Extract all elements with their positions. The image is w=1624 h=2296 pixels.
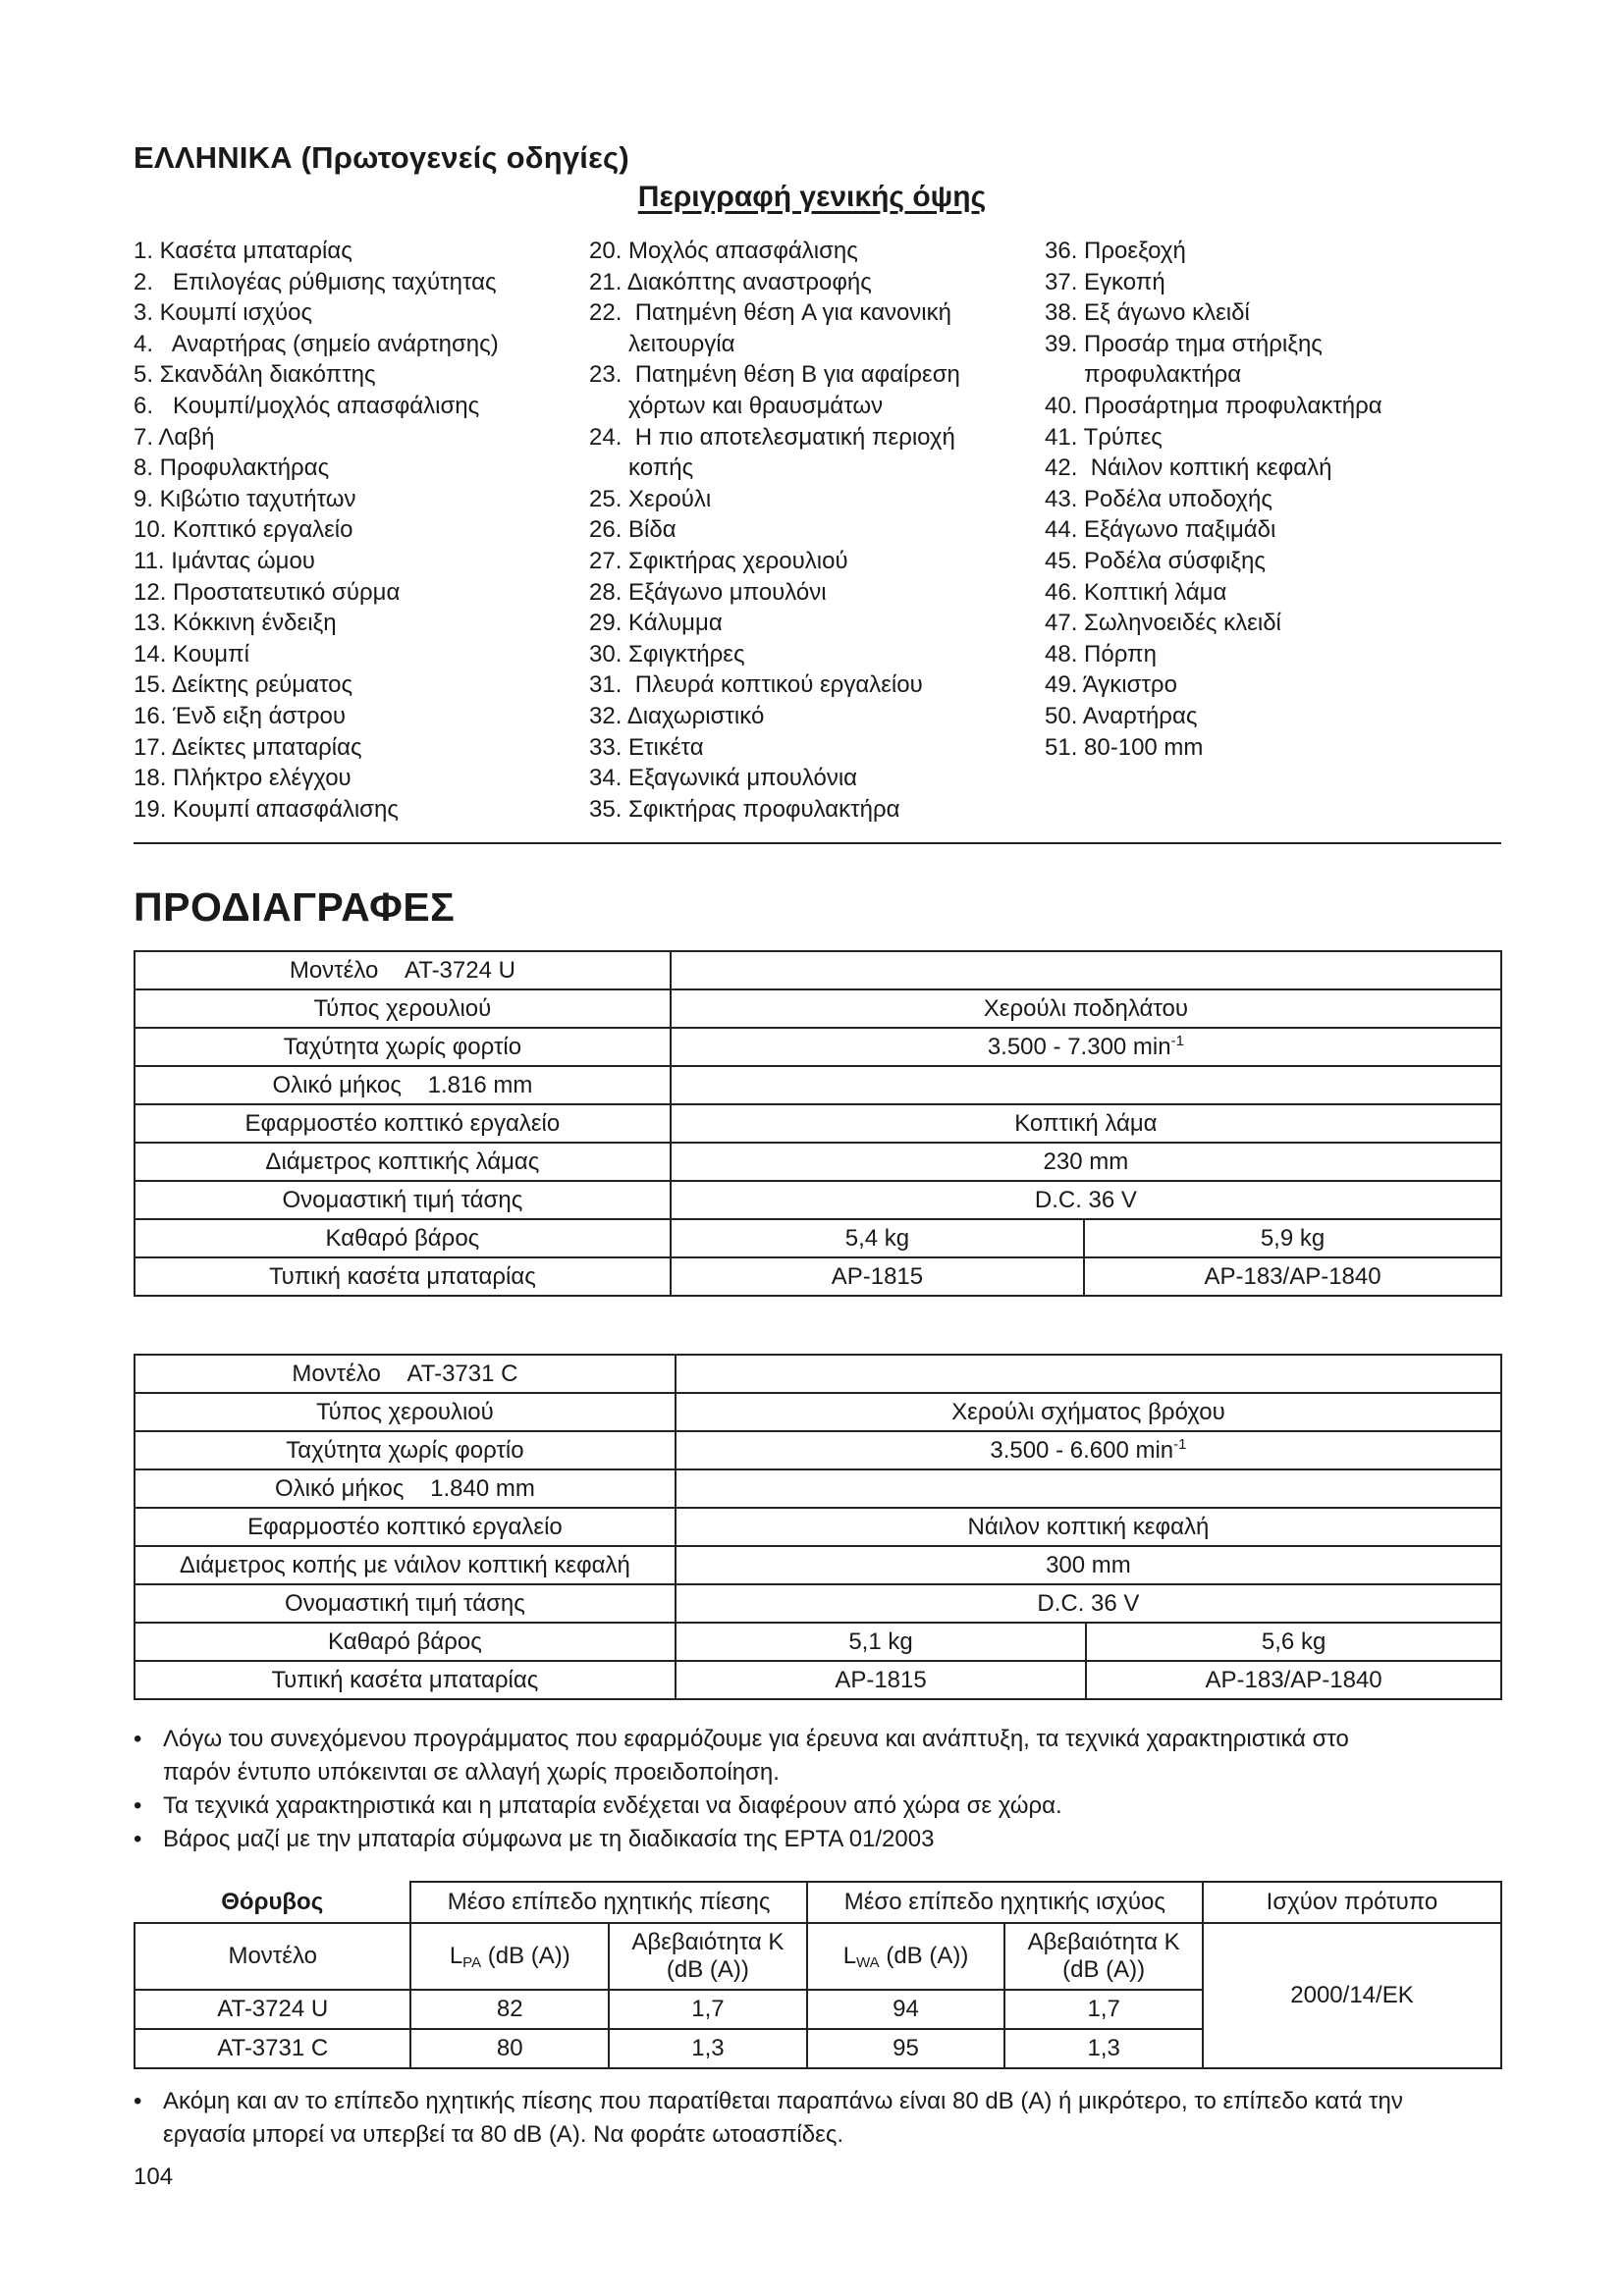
weight-label: Καθαρό βάρος <box>135 1623 676 1661</box>
lwa-header <box>807 1923 1005 1990</box>
empty-cell <box>676 1469 1501 1508</box>
overview-item: 41. Τρύπες <box>1045 423 1163 451</box>
overview-item: 51. 80-100 mm <box>1045 733 1204 761</box>
overview-item: 44. Εξάγωνο παξιμάδι <box>1045 516 1276 544</box>
overview-item: 49. Άγκιστρο <box>1045 671 1177 699</box>
note-line: Τα τεχνικά χαρακτηριστικά και η μπαταρία ενδέχεται να διαφέρουν από χώρα σε χώρα. <box>163 1792 1062 1819</box>
overview-item: 28. Εξάγωνο μπουλόνι <box>589 578 827 606</box>
overview-item: 39. Προσάρ τημα στήριξης <box>1045 330 1323 357</box>
overview-item: 18. Πλήκτρο ελέγχου <box>134 765 352 792</box>
note-line: Ακόμη και αν το επίπεδο ηχητικής πίεσης που παρατίθεται παραπάνω είναι 80 dB (A) ή μικρότερο, το επίπεδο κατά την <box>163 2088 1403 2114</box>
overview-item: 19. Κουμπί απασφάλισης <box>134 795 399 823</box>
voltage-label: Ονομαστική τιμή τάσης <box>135 1584 676 1623</box>
weight-label: Καθαρό βάρος <box>135 1219 671 1257</box>
page-number: 104 <box>134 2163 174 2190</box>
lwa-unit: (dB (A)) <box>879 1942 969 1969</box>
diameter-label: Διάμετρος κοπτικής λάμας <box>135 1143 671 1181</box>
noise-note <box>134 2085 1508 2152</box>
overview-item: 34. Εξαγωνικά μπουλόνια <box>589 765 858 792</box>
overview-column-2 <box>589 236 1021 825</box>
overview-item: 16. Ένδ ειξη άστρου <box>134 702 346 729</box>
spec-note <box>134 1823 1508 1856</box>
lwa-symbol: L <box>842 1942 857 1969</box>
no-load-speed-cell <box>676 1431 1501 1469</box>
battery-b: AP-183/AP-1840 <box>1084 1257 1501 1296</box>
noise-k1: 1,3 <box>609 2029 807 2068</box>
overview-item: 23. Πατημένη θέση B για αφαίρεση <box>589 361 960 389</box>
uncertainty-line: Αβεβαιότητα K <box>631 1929 785 1955</box>
overview-item: 6. Κουμπί/μοχλός απασφάλισης <box>134 392 480 419</box>
spec-notes <box>134 1723 1508 1856</box>
uncertainty-header <box>609 1923 807 1990</box>
uncertainty-header <box>1004 1923 1203 1990</box>
note-line: Βάρος μαζί με την μπαταρία σύμφωνα με τη διαδικασία της EPTA 01/2003 <box>163 1826 935 1852</box>
battery-label: Τυπική κασέτα μπαταρίας <box>135 1257 671 1296</box>
model-cell: Μοντέλο AT-3724 U <box>135 951 671 989</box>
weight-a: 5,1 kg <box>676 1623 1086 1661</box>
lwa-sub: WA <box>856 1953 880 1971</box>
overview-item: προφυλακτήρα <box>1045 361 1242 389</box>
note-line: Λόγω του συνεχόμενου προγράμματος που εφαρμόζουμε για έρευνα και ανάπτυξη, τα τεχνικά χαρακτηριστικά στο <box>163 1726 1349 1752</box>
cutting-tool-label: Εφαρμοστέο κοπτικό εργαλείο <box>135 1508 676 1546</box>
voltage-value: D.C. 36 V <box>676 1584 1501 1623</box>
overview-item: 20. Μοχλός απασφάλισης <box>589 238 858 264</box>
note-line: εργασία μπορεί να υπερβεί τα 80 dB (A). Να φοράτε ωτοασπίδες. <box>163 2121 844 2148</box>
overview-item: 27. Σφικτήρας χερουλιού <box>589 547 848 574</box>
overview-item: 43. Ροδέλα υποδοχής <box>1045 485 1272 512</box>
spec-note <box>134 1723 1508 1789</box>
overview-column-3 <box>1045 236 1477 763</box>
uncertainty-line: Αβεβαιότητα K <box>1027 1929 1180 1955</box>
spec-heading: ΠΡΟΔΙΑΓΡΑΦΕΣ <box>134 884 456 930</box>
noise-lpa: 82 <box>410 1990 609 2029</box>
handle-type-value: Χερούλι σχήματος βρόχου <box>676 1393 1501 1431</box>
noise-lwa: 94 <box>807 1990 1005 2029</box>
no-load-speed-value: 3.500 - 6.600 min <box>990 1437 1174 1464</box>
overview-item: λειτουργία <box>589 330 735 357</box>
overview-heading: Περιγραφή γενικής όψης <box>637 181 987 213</box>
diameter-label: Διάμετρος κοπής με νάιλον κοπτική κεφαλή <box>135 1546 676 1584</box>
spec-table-at3731c <box>134 1354 1502 1700</box>
overall-length-cell: Ολικό μήκος 1.816 mm <box>135 1066 671 1104</box>
overview-item: 32. Διαχωριστικό <box>589 702 765 729</box>
overview-item: 5. Σκανδάλη διακόπτης <box>134 361 376 389</box>
voltage-label: Ονομαστική τιμή τάσης <box>135 1181 671 1219</box>
overview-item: 9. Κιβώτιο ταχυτήτων <box>134 485 356 512</box>
overview-item: 17. Δείκτες μπαταρίας <box>134 733 362 761</box>
overview-item: 2. Επιλογέας ρύθμισης ταχύτητας <box>134 268 497 295</box>
empty-cell <box>671 951 1501 989</box>
weight-a: 5,4 kg <box>671 1219 1084 1257</box>
overview-column-1 <box>134 236 566 825</box>
bullet: • <box>134 1826 142 1852</box>
no-load-speed-label: Ταχύτητα χωρίς φορτίο <box>135 1431 676 1469</box>
overview-item: 48. Πόρπη <box>1045 640 1157 667</box>
empty-cell <box>676 1355 1501 1393</box>
no-load-speed-cell <box>671 1028 1501 1066</box>
overview-item: 40. Προσάρτημα προφυλακτήρα <box>1045 392 1382 419</box>
overview-item: 13. Κόκκινη ένδειξη <box>134 610 337 637</box>
lpa-sub: PA <box>462 1953 482 1971</box>
language-heading: ΕΛΛΗΝΙΚΑ (Πρωτογενείς οδηγίες) <box>134 140 629 175</box>
overview-item: 45. Ροδέλα σύσφιξης <box>1045 547 1266 574</box>
spec-note <box>134 1789 1508 1823</box>
overview-item: 33. Ετικέτα <box>589 733 704 761</box>
note-line: παρόν έντυπο υπόκεινται σε αλλαγή χωρίς προειδοποίηση. <box>163 1759 780 1786</box>
handle-type-value: Χερούλι ποδηλάτου <box>671 989 1501 1028</box>
overview-item: 26. Βίδα <box>589 516 677 544</box>
model-cell: Μοντέλο AT-3731 C <box>135 1355 676 1393</box>
overview-item: 42. Νάιλον κοπτική κεφαλή <box>1045 454 1332 482</box>
handle-type-label: Τύπος χερουλιού <box>135 1393 676 1431</box>
overview-item: 7. Λαβή <box>134 423 215 451</box>
speed-exponent: -1 <box>1170 1033 1184 1049</box>
uncertainty-line: (dB (A)) <box>666 1956 749 1983</box>
cutting-tool-value: Κοπτική λάμα <box>671 1104 1501 1143</box>
overview-item: 30. Σφιγκτήρες <box>589 640 745 667</box>
noise-notes <box>134 2085 1508 2152</box>
lpa-symbol: L <box>449 1942 463 1969</box>
overview-item: 35. Σφικτήρας προφυλακτήρα <box>589 795 900 823</box>
overview-item: 11. Ιμάντας ώμου <box>134 547 315 574</box>
overview-item: 50. Αναρτήρας <box>1045 702 1198 729</box>
overview-item: 10. Κοπτικό εργαλείο <box>134 516 353 544</box>
lpa-header <box>410 1923 609 1990</box>
standard-header: Ισχύον πρότυπο <box>1203 1882 1501 1923</box>
noise-k1: 1,7 <box>609 1990 807 2029</box>
overview-item: 8. Προφυλακτήρας <box>134 454 330 482</box>
overview-item: 14. Κουμπί <box>134 640 249 667</box>
overview-item: 37. Εγκοπή <box>1045 268 1165 295</box>
noise-lwa: 95 <box>807 2029 1005 2068</box>
overview-item: 25. Χερούλι <box>589 485 712 512</box>
overview-item: κοπής <box>589 454 694 482</box>
noise-model: AT-3731 C <box>135 2029 410 2068</box>
noise-lpa: 80 <box>410 2029 609 2068</box>
bullet: • <box>134 1792 142 1819</box>
noise-table <box>134 1881 1502 2069</box>
standard-value: 2000/14/EK <box>1203 1923 1501 2068</box>
handle-type-label: Τύπος χερουλιού <box>135 989 671 1028</box>
spec-table-at3724u <box>134 950 1502 1297</box>
battery-b: AP-183/AP-1840 <box>1086 1661 1501 1699</box>
speed-exponent: -1 <box>1173 1436 1187 1453</box>
empty-cell <box>671 1066 1501 1104</box>
no-load-speed-label: Ταχύτητα χωρίς φορτίο <box>135 1028 671 1066</box>
lpa-unit: (dB (A)) <box>481 1942 570 1969</box>
overview-item: 47. Σωληνοειδές κλειδί <box>1045 610 1281 637</box>
pressure-header: Μέσο επίπεδο ηχητικής πίεσης <box>410 1882 806 1923</box>
overview-item: 1. Κασέτα μπαταρίας <box>134 238 352 264</box>
overview-item: 15. Δείκτης ρεύματος <box>134 671 353 699</box>
bullet: • <box>134 1726 142 1752</box>
overview-item: 24. Η πιο αποτελεσματική περιοχή <box>589 423 955 451</box>
voltage-value: D.C. 36 V <box>671 1181 1501 1219</box>
overview-item: 36. Προεξοχή <box>1045 238 1186 264</box>
uncertainty-line: (dB (A)) <box>1062 1956 1146 1983</box>
overview-item: 3. Κουμπί ισχύος <box>134 299 313 327</box>
diameter-value: 230 mm <box>671 1143 1501 1181</box>
no-load-speed-value: 3.500 - 7.300 min <box>987 1034 1171 1060</box>
battery-a: AP-1815 <box>676 1661 1086 1699</box>
model-label: Μοντέλο <box>135 1923 410 1990</box>
overview-item: 29. Κάλυμμα <box>589 610 723 637</box>
overview-item: 4. Αναρτήρας (σημείο ανάρτησης) <box>134 330 499 357</box>
weight-b: 5,9 kg <box>1084 1219 1501 1257</box>
weight-b: 5,6 kg <box>1086 1623 1501 1661</box>
bullet: • <box>134 2088 142 2114</box>
overview-item: 12. Προστατευτικό σύρμα <box>134 578 401 606</box>
noise-model: AT-3724 U <box>135 1990 410 2029</box>
diameter-value: 300 mm <box>676 1546 1501 1584</box>
battery-a: AP-1815 <box>671 1257 1084 1296</box>
cutting-tool-label: Εφαρμοστέο κοπτικό εργαλείο <box>135 1104 671 1143</box>
noise-k2: 1,3 <box>1004 2029 1203 2068</box>
noise-title: Θόρυβος <box>221 1888 324 1915</box>
power-header: Μέσο επίπεδο ηχητικής ισχύος <box>807 1882 1203 1923</box>
overview-item: 22. Πατημένη θέση A για κανονική <box>589 299 951 327</box>
overview-item: χόρτων και θραυσμάτων <box>589 392 884 419</box>
battery-label: Τυπική κασέτα μπαταρίας <box>135 1661 676 1699</box>
section-divider <box>134 842 1501 844</box>
overview-item: 31. Πλευρά κοπτικού εργαλείου <box>589 671 923 699</box>
overview-item: 46. Κοπτική λάμα <box>1045 578 1227 606</box>
cutting-tool-value: Νάιλον κοπτική κεφαλή <box>676 1508 1501 1546</box>
overview-item: 21. Διακόπτης αναστροφής <box>589 268 872 295</box>
overall-length-cell: Ολικό μήκος 1.840 mm <box>135 1469 676 1508</box>
overview-item: 38. Εξ άγωνο κλειδί <box>1045 299 1250 327</box>
noise-k2: 1,7 <box>1004 1990 1203 2029</box>
